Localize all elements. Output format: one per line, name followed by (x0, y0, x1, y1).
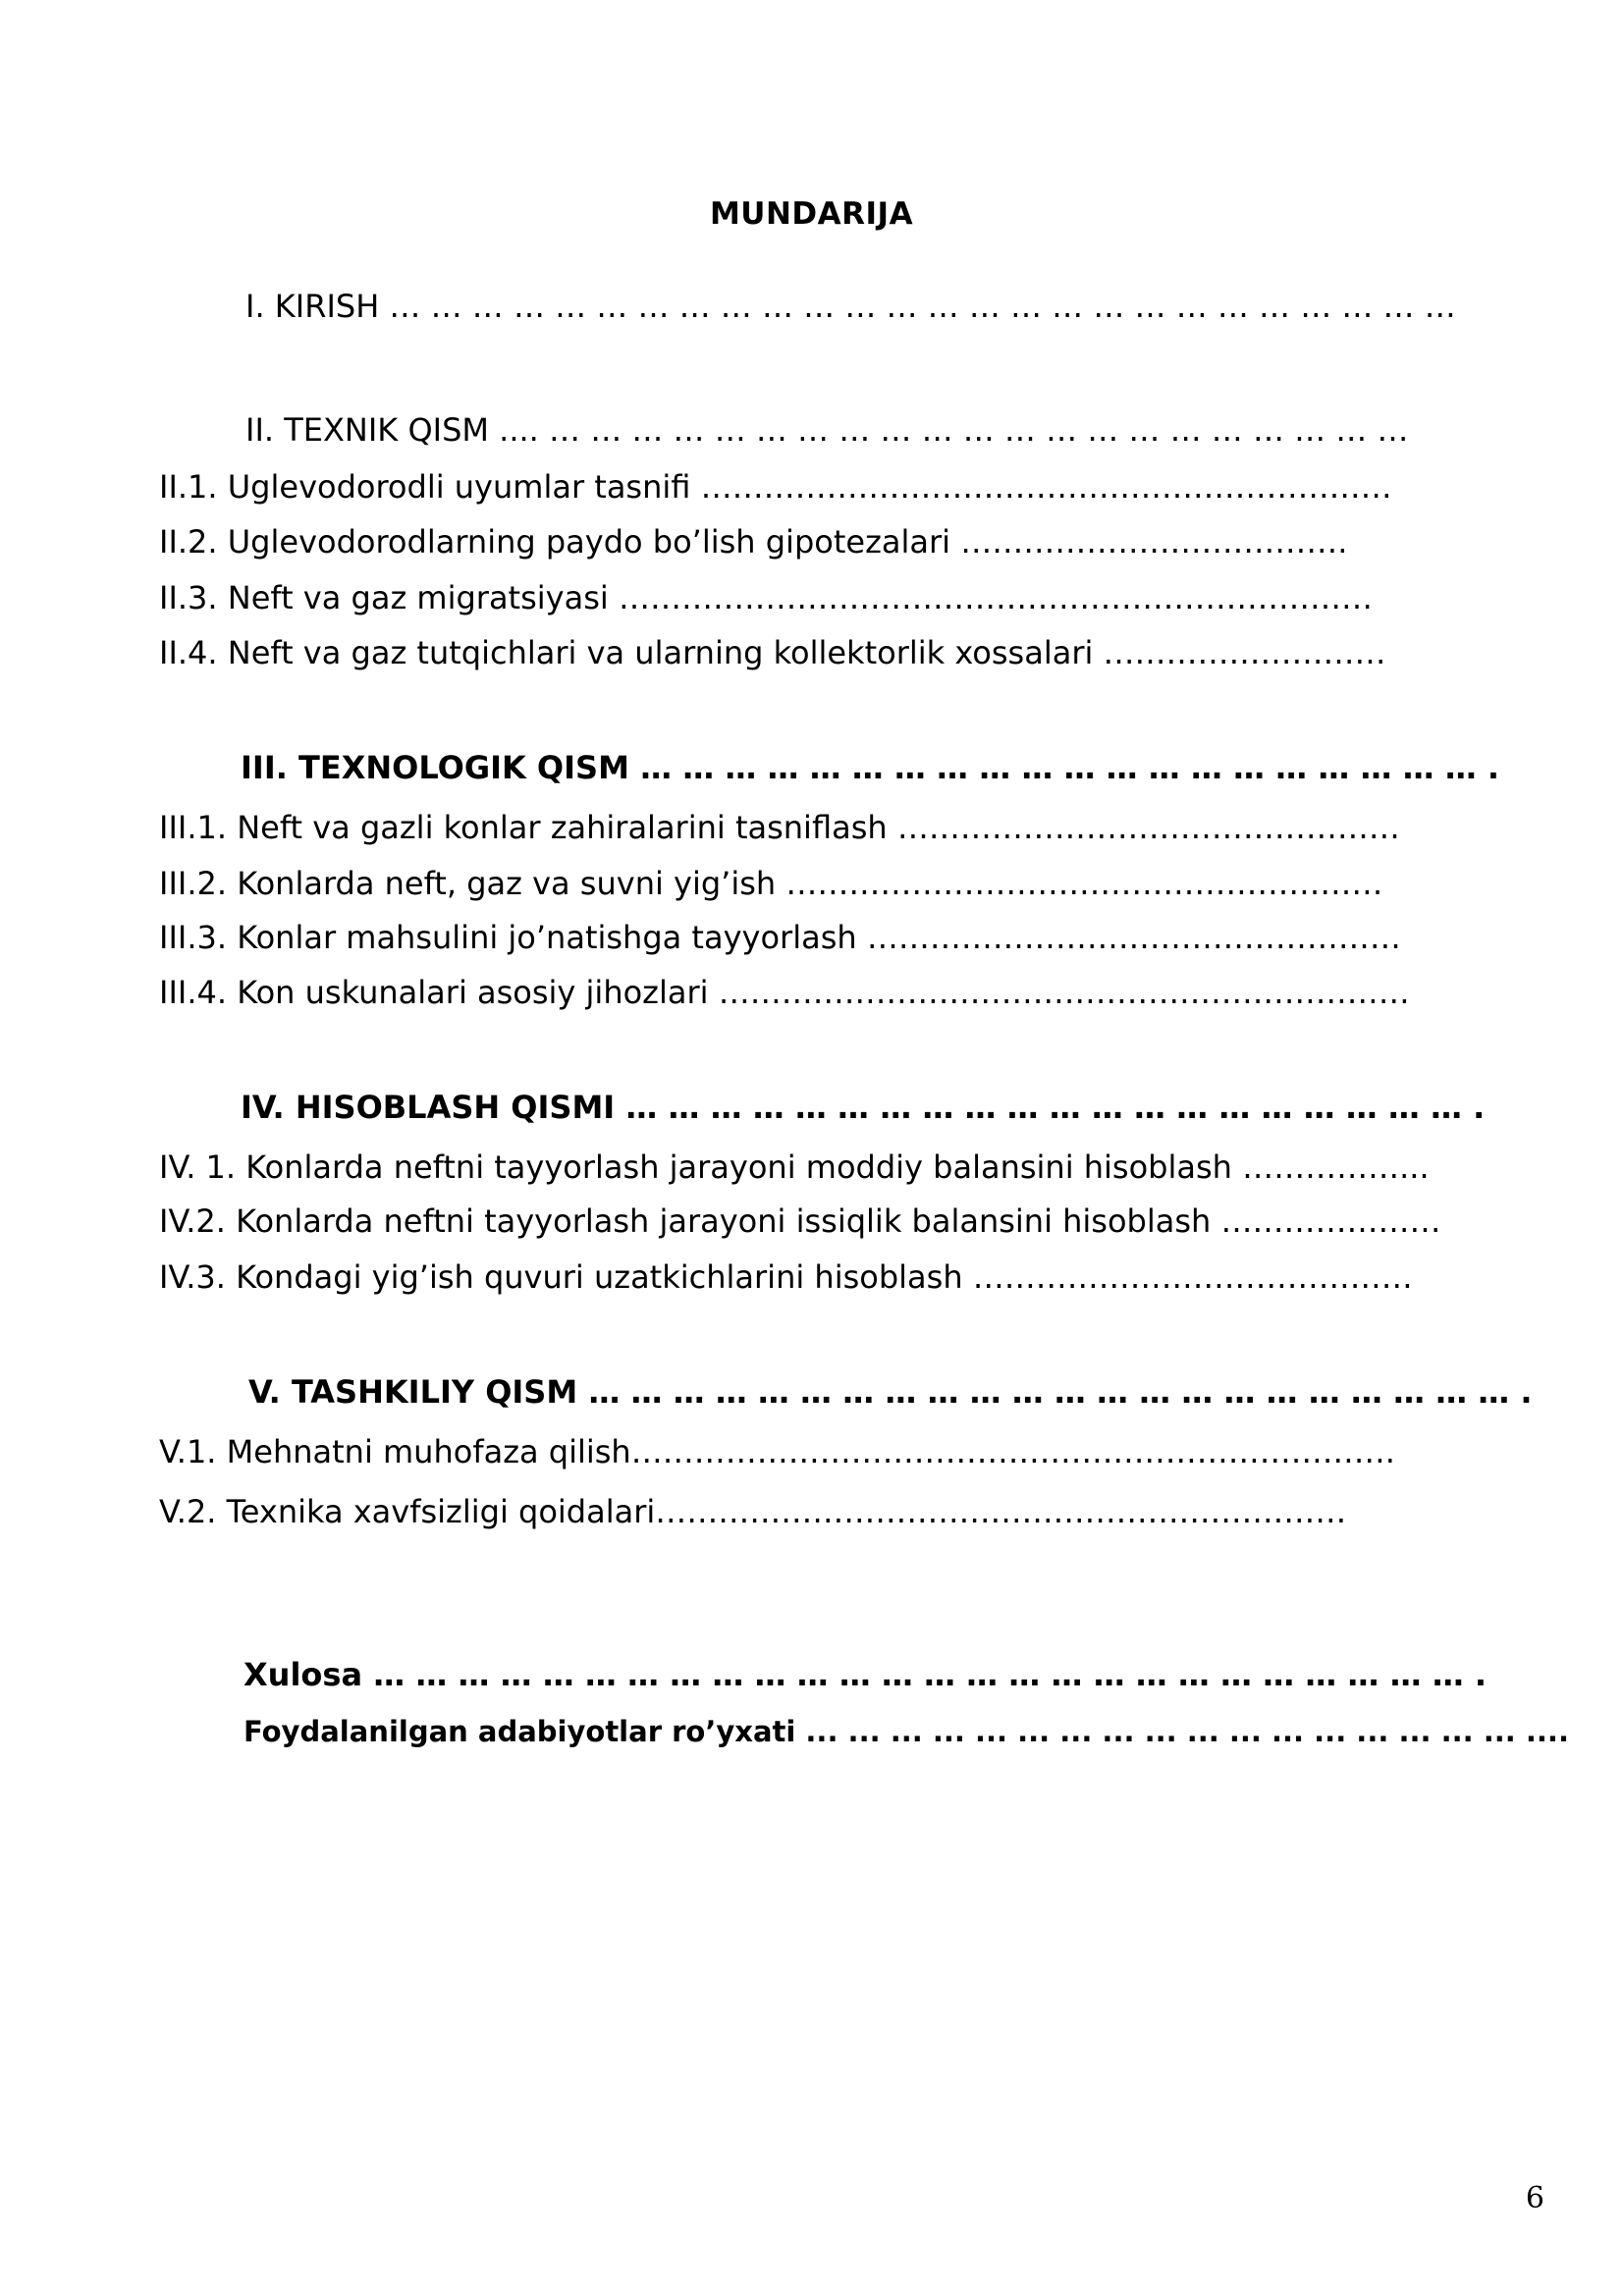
page-number: 6 (1525, 2181, 1544, 2216)
toc-heading-tashkiliy: V. TASHKILIY QISM … … … … … … … … … … … … … … … … … … … … … … . (248, 1373, 1533, 1411)
toc-entry-xulosa: Xulosa … … … … … … … … … … … … … … … … … … … … … … … … … … . (243, 1656, 1487, 1693)
toc-entry: IV.3. Kondagi yig’ish quvuri uzatkichlarini hisoblash …………………………………… (159, 1258, 1413, 1296)
toc-entry: II.2. Uglevodorodlarning paydo bo’lish gipotezalari ………………………………. (159, 523, 1348, 561)
toc-heading-texnologik: III. TEXNOLOGIK QISM … … … … … … … … … … … … … … … … … … … … . (241, 749, 1500, 786)
toc-entry: III.2. Konlarda neft, gaz va suvni yig’ish ………………………………………………… (159, 865, 1383, 902)
toc-heading-texnik: II. TEXNIK QISM .... … … … … … … … … … … … … … … … … … … … … … (245, 411, 1409, 449)
toc-entry: II.1. Uglevodorodli uyumlar tasnifi ………………………………………………………… (159, 468, 1392, 506)
toc-entry: II.3. Neft va gaz migratsiyasi ……………………………………………………………… (159, 579, 1373, 616)
toc-entry: III.1. Neft va gazli konlar zahiralarini tasniflash ………………………………………… (159, 809, 1400, 846)
toc-entry-kirish: I. KIRISH … … … … … … … … … … … … … … … … … … … … … … … … … … (245, 288, 1456, 325)
toc-entry-adabiyotlar: Foydalanilgan adabiyotlar ro’yxati ... ... ... ... ... ... ... ... ... ... ... ... ... ... ... ... ... .... (243, 1715, 1569, 1748)
toc-entry: IV.2. Konlarda neftni tayyorlash jarayoni issiqlik balansini hisoblash ………………… (159, 1202, 1441, 1240)
toc-entry: III.3. Konlar mahsulini jo’natishga tayyorlash …………………………………………… (159, 919, 1401, 956)
toc-heading-hisoblash: IV. HISOBLASH QISMI … … … … … … … … … … … … … … … … … … … … . (241, 1089, 1486, 1126)
toc-entry: IV. 1. Konlarda neftni tayyorlash jarayoni moddiy balansini hisoblash ……………... (159, 1148, 1430, 1186)
toc-entry: V.1. Mehnatni muhofaza qilish………………………………………………………………. (159, 1433, 1395, 1470)
toc-entry: V.2. Texnika xavfsizligi qoidalari………………………………………………………… (159, 1493, 1347, 1530)
page-title: MUNDARIJA (709, 196, 914, 232)
toc-entry: II.4. Neft va gaz tutqichlari va ularning kollektorlik xossalari ……………………… (159, 634, 1386, 671)
toc-entry: III.4. Kon uskunalari asosiy jihozlari ………………………………………………………… (159, 974, 1410, 1011)
